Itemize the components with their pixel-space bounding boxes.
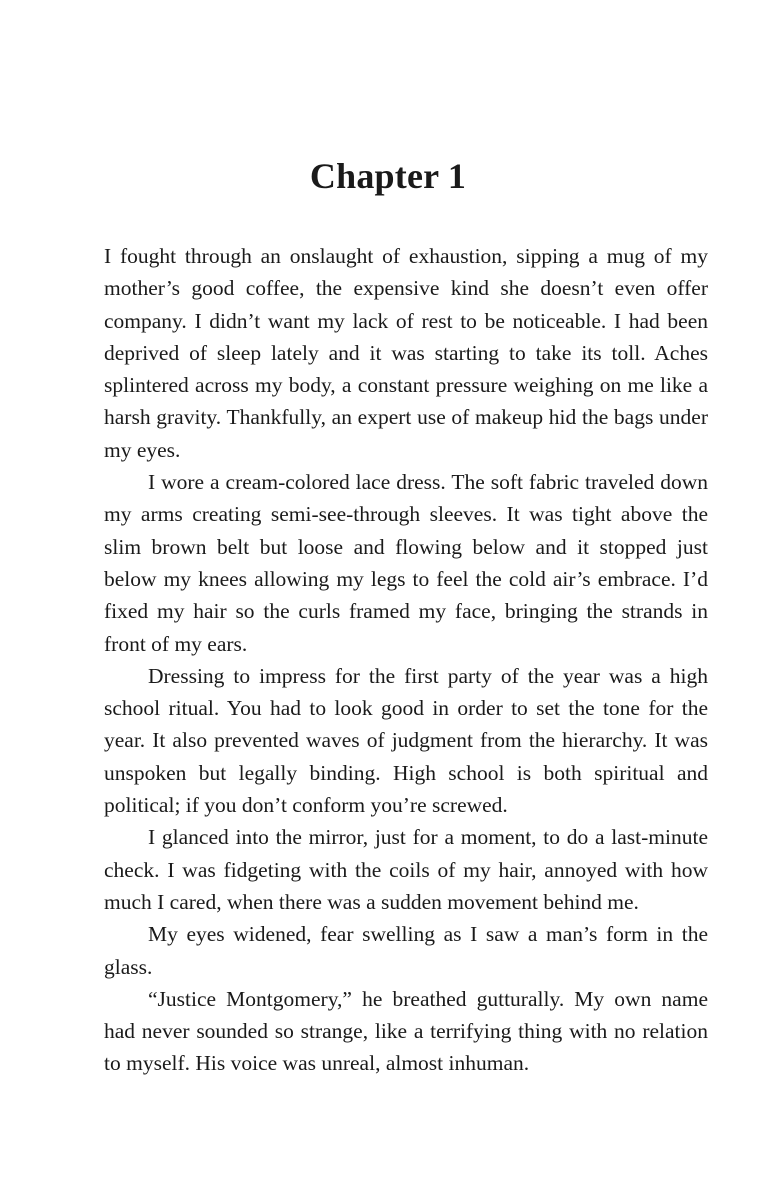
paragraph-3: Dressing to impress for the first party of the year was a high school ritual. You had to look good in order to set the tone for the year. It also prevented waves of judgment from the hierarchy. It was unspoken but legally binding. High school is both spiritual and political; if you don’t conform you’re screwed. bbox=[104, 663, 708, 818]
paragraph-4: I glanced into the mirror, just for a moment, to do a last-minute check. I was fidgeting with the coils of my hair, annoyed with how much I cared, when there was a sudden movement behind me. bbox=[104, 825, 708, 914]
paragraph-1: I fought through an onslaught of exhaustion, sipping a mug of my mother’s good coffee, the expensive kind she doesn’t even offer company. I didn’t want my lack of rest to be noticeable. I had been deprived of sleep lately and it was starting to take its toll. Aches splintered across my body, a constant pressure weighing on me like a harsh gravity. Thankfully, an expert use of makeup hid the bags under my eyes. bbox=[104, 244, 708, 462]
paragraph-6: “Justice Montgomery,” he breathed gutturally. My own name had never sounded so strange, like a terrifying thing with no relation to myself. His voice was unreal, almost inhuman. bbox=[104, 986, 708, 1076]
chapter-body bbox=[104, 240, 708, 1080]
paragraph-5: My eyes widened, fear swelling as I saw a man’s form in the glass. bbox=[104, 922, 708, 979]
paragraph-2: I wore a cream-colored lace dress. The soft fabric traveled down my arms creating semi-see-through sleeves. It was tight above the slim brown belt but loose and flowing below and it stopped just below my knees allowing my legs to feel the cold air’s embrace. I’d fixed my hair so the curls framed my face, bringing the strands in front of my ears. bbox=[104, 470, 708, 656]
chapter-title: Chapter 1 bbox=[309, 156, 467, 197]
